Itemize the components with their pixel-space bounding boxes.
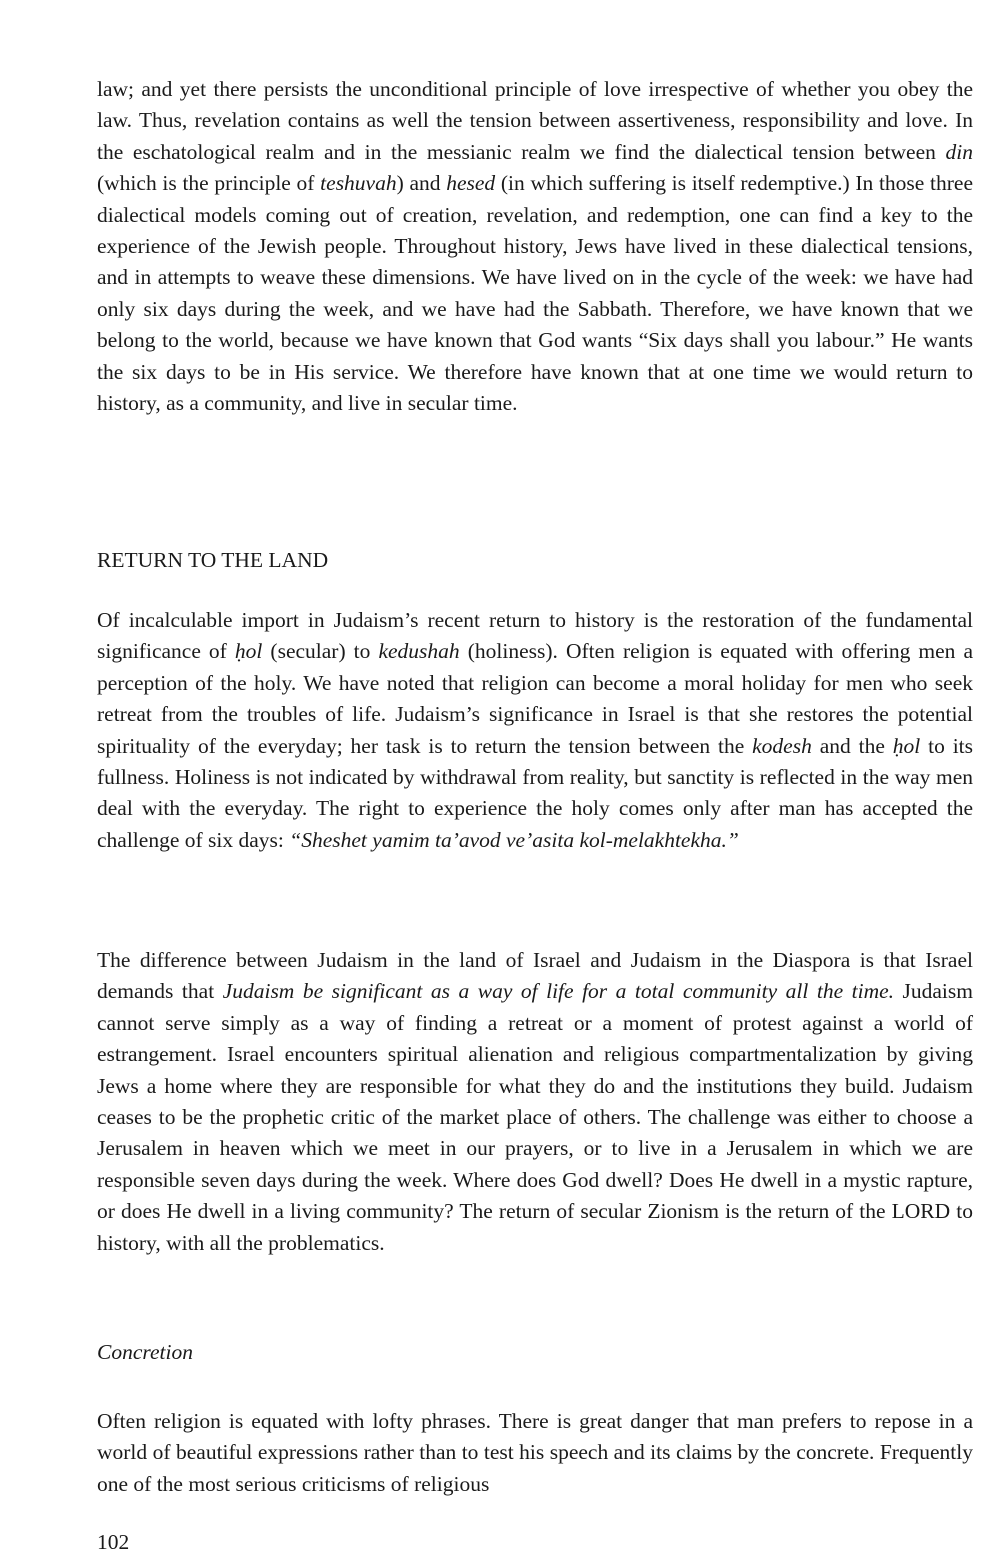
paragraph-3-text: Judaism cannot serve simply as a way of finding a retreat or a moment of protest against a world of estrangement. Israel encounters spiritual alienation and religious compartmentalization by giving Jews a home where they are responsible for what they do and the institutions they build. Judaism ceases to be the prophetic critic of the market place of others. The challenge was either to choose a Jerusalem in heaven which we meet in our prayers, or to live in a Jerusalem in which we are responsible seven days during the week. Where does God dwell? Does He dwell in a mystic rapture, or does He dwell in a living community? The return of secular Zionism is the return of the LORD to history, with all the problematics.: [97, 979, 973, 1255]
term-teshuvah: teshuvah: [320, 171, 397, 196]
term-din: din: [945, 139, 973, 164]
sub-heading: Concretion: [97, 1340, 193, 1364]
paragraph-3: [97, 945, 973, 1259]
term-hol: ḥol: [892, 733, 921, 758]
page-number: 102: [97, 1530, 130, 1554]
paragraph-1-text: ) and: [396, 171, 447, 196]
paragraph-2-text: Of incalculable import in Judaism’s recent return to history is the restoration of the fundamental significance of: [97, 608, 973, 664]
paragraph-4-text: Often religion is equated with lofty phrases. There is great danger that man prefers to repose in a world of beautiful expressions rather than to test his speech and its claims by the concrete. Frequently one of the most serious criticisms of religious: [97, 1409, 973, 1496]
paragraph-2-text: to its fullness. Holiness is not indicated by withdrawal from reality, but sanctity is reflected in the way men deal with the everyday. The right to experience the holy comes only after man has accepted the challenge of six days:: [97, 733, 974, 852]
paragraph-1-text: (in which suffering is itself redemptive.) In those three dialectical models coming out of creation, revelation, and redemption, one can find a key to the experience of the Jewish people. Throughout history, Jews have lived in these dialectical tensions, and in attempts to weave these dimensions. We have lived on in the cycle of the week: we have had only six days during the week, and we have had the Sabbath. Therefore, we have known that we belong to the world, because we have known that God wants “Six days shall you labour.” He wants the six days to be in His service. We therefore have known that at one time we would return to history, as a community, and live in secular time.: [97, 171, 974, 416]
term-kodesh: kodesh: [752, 733, 812, 758]
paragraph-1-text: (which is the principle of: [97, 171, 321, 196]
paragraph-1-text: law; and yet there persists the unconditional principle of love irrespective of whether you obey the law. Thus, revelation contains as well the tension between assertiveness, responsibility and love. In the eschatological realm and in the messianic realm we find the dialectical tension between: [97, 77, 973, 164]
section-heading: RETURN TO THE LAND: [97, 548, 329, 572]
emphasized-phrase: Judaism be significant as a way of life for a total community all the time.: [222, 979, 895, 1004]
paragraph-2: [97, 605, 973, 856]
paragraph-1: [97, 74, 973, 419]
paragraph-2-text: (holiness). Often religion is equated with offering men a perception of the holy. We have noted that religion can become a moral holiday for men who seek retreat from the troubles of life. Judaism’s significance in Israel is that she restores the potential spirituality of the everyday; her task is to return the tension between the: [97, 639, 973, 758]
paragraph-2-text: and the: [811, 733, 893, 758]
paragraph-2-text: (secular) to: [262, 639, 379, 664]
term-kedushah: kedushah: [378, 639, 460, 664]
paragraph-3-text: The difference between Judaism in the land of Israel and Judaism in the Diaspora is that Israel demands that: [97, 948, 973, 1004]
term-hol: ḥol: [234, 639, 263, 664]
hebrew-quote: “Sheshet yamim ta’avod ve’asita kol-melakhtekha.”: [289, 827, 739, 852]
term-hesed: hesed: [446, 171, 496, 196]
paragraph-4: [97, 1406, 973, 1500]
